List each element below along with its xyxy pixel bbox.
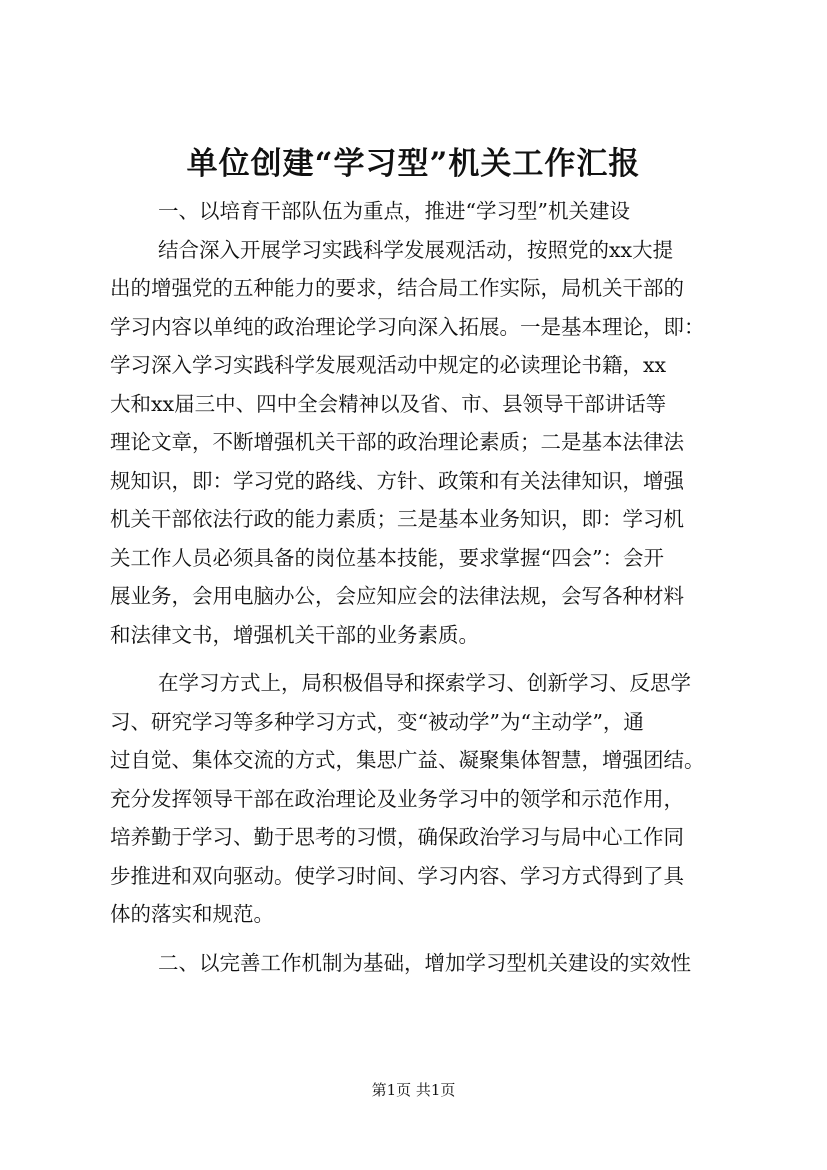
section-1-heading: 一、以培育干部队伍为重点，推进“学习型”机关建设: [158, 199, 630, 223]
document-body: [110, 192, 730, 982]
paragraph-1-line: 理论文章，不断增强机关干部的政治理论素质；二是基本法律法: [110, 430, 684, 454]
paragraph-2-line: 培养勤于学习、勤于思考的习惯，确保政治学习与局中心工作同: [110, 825, 684, 849]
section-2-heading: 二、以完善工作机制为基础，增加学习型机关建设的实效性: [158, 950, 691, 975]
paragraph-2-line: 充分发挥领导干部在政治理论及业务学习中的领学和示范作用，: [110, 786, 684, 811]
paragraph-spacer: [110, 654, 730, 664]
paragraph-1-line: 出的增强党的五种能力的要求，结合局工作实际，局机关干部的: [110, 276, 684, 300]
paragraph-2-line: 步推进和双向驱动。使学习时间、学习内容、学习方式得到了具: [110, 863, 684, 888]
paragraph-2-line: 体的落实和规范。: [110, 902, 274, 926]
document-title: 单位创建“学习型”机关工作汇报: [186, 146, 641, 182]
paragraph-1-line: 大和xx届三中、四中全会精神以及省、市、县领导干部讲话等: [110, 391, 667, 416]
paragraph-1-line: 和法律文书，增强机关干部的业务素质。: [110, 622, 479, 647]
paragraph-2-line: 在学习方式上，局积极倡导和探索学习、创新学习、反思学: [158, 671, 691, 695]
paragraph-1-line: 学习深入学习实践科学发展观活动中规定的必读理论书籍，xx: [110, 353, 667, 377]
paragraph-1-line: 学习内容以单纯的政治理论学习向深入拓展。一是基本理论，即：: [110, 314, 705, 339]
paragraph-2: [110, 664, 730, 934]
paragraph-2-line: 过自觉、集体交流的方式，集思广益、凝聚集体智慧，增强团结。: [110, 748, 705, 772]
paragraph-1: [110, 231, 730, 655]
paragraph-1-line: 展业务，会用电脑办公，会应知应会的法律法规，会写各种材料: [110, 584, 684, 608]
paragraph-2-line: 习、研究学习等多种学习方式，变“被动学”为“主动学”，通: [110, 709, 644, 734]
paragraph-1-line: 机关干部依法行政的能力素质；三是基本业务知识，即：学习机: [110, 507, 684, 531]
paragraph-1-line: 结合深入开展学习实践科学发展观活动，按照党的xx大提: [158, 237, 674, 262]
paragraph-spacer: [110, 934, 730, 944]
paragraph-1-line: 规知识，即：学习党的路线、方针、政策和有关法律知识，增强: [110, 468, 684, 493]
paragraph-1-line: 关工作人员必须具备的岗位基本技能，要求掌握“四会”：会开: [110, 545, 664, 570]
page-number-footer: 第1页 共1页: [371, 1081, 456, 1099]
